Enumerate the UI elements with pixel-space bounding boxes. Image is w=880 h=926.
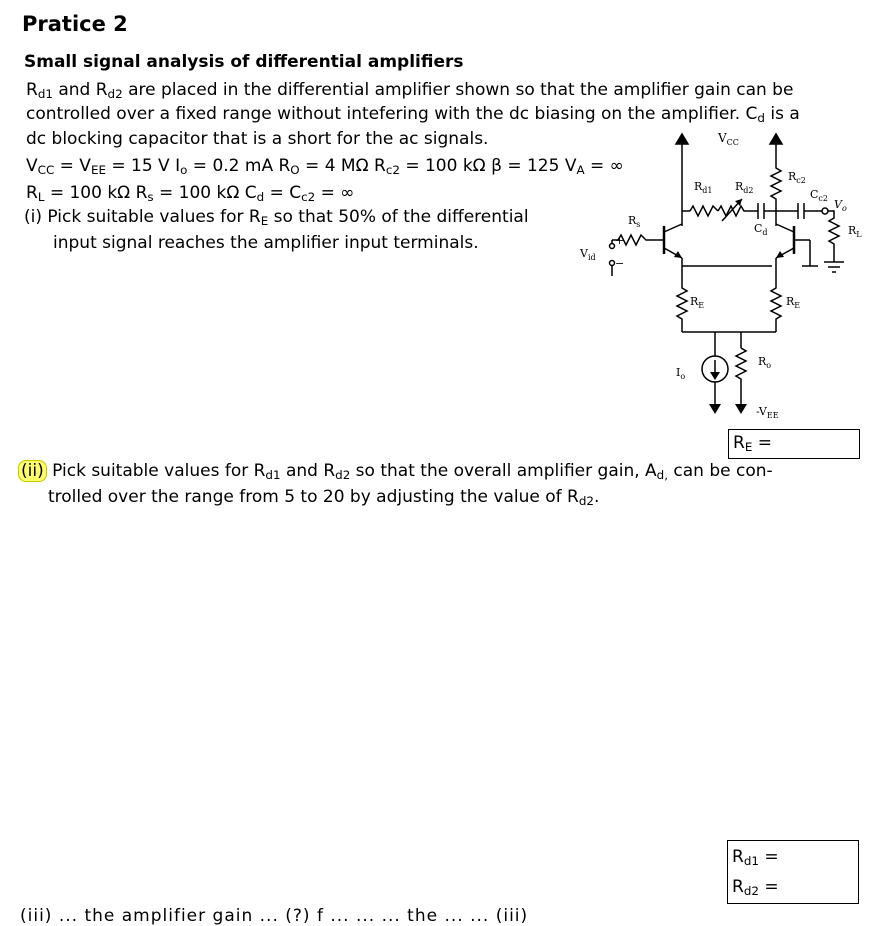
intro-line-3: dc blocking capacitor that is a short for the ac signals. (26, 129, 489, 149)
param-segment: R (26, 183, 38, 203)
rd2-subscript: d2 (107, 86, 123, 101)
param-segment: = C (264, 183, 302, 203)
part-1-line-2: input signal reaches the amplifier input terminals. (53, 233, 479, 253)
cd-capacitor (750, 203, 776, 219)
rd2-answer-label (732, 877, 779, 897)
part-2-line-2-text: trolled over the range from 5 to 20 by adjusting the value of R (48, 487, 579, 507)
re-answer-r: R (733, 433, 745, 453)
ro-resistor (736, 348, 746, 404)
cc2-capacitor (776, 203, 828, 219)
vo-label: $V_o$ (834, 198, 847, 213)
io-label: $I_o$ (676, 366, 686, 381)
rd1-subscript: d1 (37, 86, 53, 101)
part-2-period: . (593, 487, 600, 507)
part-2-line-2 (48, 487, 599, 507)
part-2-and: and R (280, 461, 336, 481)
param-segment: CC (37, 162, 55, 177)
re-answer-eq: = (752, 433, 772, 453)
param-segment: d (256, 189, 265, 204)
part-1-label: (i) (24, 207, 42, 227)
param-segment: = ∞ (584, 156, 624, 176)
rd1-resistor (690, 206, 718, 216)
part-2-line-1 (18, 461, 773, 481)
params-line-2 (26, 183, 354, 203)
rd1-answer-eq: = (758, 847, 779, 867)
vid-label: $V_{id}$ (580, 247, 596, 262)
param-segment: = ∞ (315, 183, 355, 203)
re-left-label: $R_E$ (690, 295, 705, 310)
part-1-text-end: so that 50% of the differential (268, 207, 529, 227)
re-answer-box[interactable] (728, 429, 860, 459)
vid-minus-sign: − (615, 257, 625, 270)
cc2-label: $C_{c2}$ (810, 188, 828, 203)
rs-label: $R_s$ (628, 214, 641, 229)
param-segment: O (290, 162, 300, 177)
io-current-source (702, 356, 728, 414)
rl-resistor (828, 211, 839, 262)
cd-subscript: d (757, 110, 765, 125)
param-segment: = 4 MΩ R (299, 156, 386, 176)
rd-answer-box[interactable] (727, 840, 859, 904)
param-segment: = 100 kΩ C (153, 183, 257, 203)
ro-label: $R_o$ (758, 355, 772, 370)
rd1-sub-p2: d1 (265, 467, 281, 482)
and-text: and (52, 80, 96, 100)
rd1-label: $R_{d1}$ (694, 180, 713, 195)
rd2-sub-p2-line2: d2 (578, 493, 594, 508)
rd1-answer-sub: d1 (743, 853, 759, 868)
section-subtitle: Small signal analysis of differential amplifiers (24, 52, 464, 72)
part-1-text: Pick suitable values for R (42, 207, 261, 227)
re-right-resistor (771, 284, 781, 332)
re-subscript: E (260, 213, 269, 228)
rd2-answer-r: R (732, 877, 744, 897)
re-answer-label (733, 433, 772, 453)
param-segment: s (147, 189, 154, 204)
param-segment: c2 (301, 189, 316, 204)
rl-label: $R_L$ (848, 224, 862, 239)
differential-amplifier-schematic (572, 126, 872, 426)
part-2-text-mid: so that the overall amplifier gain, A (350, 461, 657, 481)
part-1-line-1 (24, 207, 529, 227)
rd2-answer-sub: d2 (743, 883, 759, 898)
rd2-sub-p2: d2 (335, 467, 351, 482)
rd2-label: $R_{d2}$ (735, 180, 754, 195)
rd2-answer-eq: = (758, 877, 779, 897)
param-segment: o (180, 162, 188, 177)
vee-label: $-V_{EE}$ (756, 405, 779, 420)
re-right-label: $R_E$ (786, 295, 801, 310)
re-left-resistor (677, 284, 687, 332)
intro-line-2-text: controlled over a fixed range without intefering with the dc biasing on the amplifier. C (26, 104, 758, 124)
param-segment: L (37, 189, 45, 204)
param-segment: c2 (385, 162, 400, 177)
rc2-resistor (771, 161, 781, 216)
params-line-1 (26, 156, 624, 176)
ad-sub: d, (656, 467, 668, 482)
intro-line-2 (26, 104, 800, 124)
param-segment: EE (90, 162, 106, 177)
rd1-symbol: R (26, 80, 38, 100)
param-segment: = 100 kΩ R (44, 183, 148, 203)
intro-line-2-end: is a (764, 104, 800, 124)
rd2-symbol: R (95, 80, 108, 100)
intro-line-1-text: are placed in the differential amplifier shown so that the amplifier gain can be (122, 80, 794, 100)
part-2-label: (ii) (18, 460, 47, 482)
param-segment: = 0.2 mA R (187, 156, 291, 176)
q1-transistor (664, 161, 682, 284)
cut-off-next-question: (iii) ... the amplifier gain ... (?) f ... ... ... the ... ... (iii) (20, 906, 529, 926)
part-2-text-end: can be con- (668, 461, 773, 481)
vcc-label: $V_{CC}$ (718, 131, 739, 147)
param-segment: = 100 kΩ β = 125 V (399, 156, 577, 176)
page-title: Pratice 2 (22, 12, 128, 36)
intro-line-1 (26, 80, 793, 100)
re-answer-sub: E (744, 439, 753, 454)
param-segment: = V (54, 156, 91, 176)
q2-transistor (776, 216, 818, 284)
param-segment: = 15 V I (105, 156, 181, 176)
rd1-answer-label (732, 847, 779, 867)
param-segment: V (26, 156, 38, 176)
vid-plus-sign: + (615, 234, 625, 247)
vcc-left-arrow (676, 134, 688, 161)
vcc-right-arrow (770, 134, 782, 161)
part-2-text: Pick suitable values for R (46, 461, 266, 481)
param-segment: A (576, 162, 585, 177)
rc2-label: $R_{c2}$ (788, 170, 806, 185)
rd1-answer-r: R (732, 847, 744, 867)
cd-label: $C_d$ (754, 222, 768, 237)
